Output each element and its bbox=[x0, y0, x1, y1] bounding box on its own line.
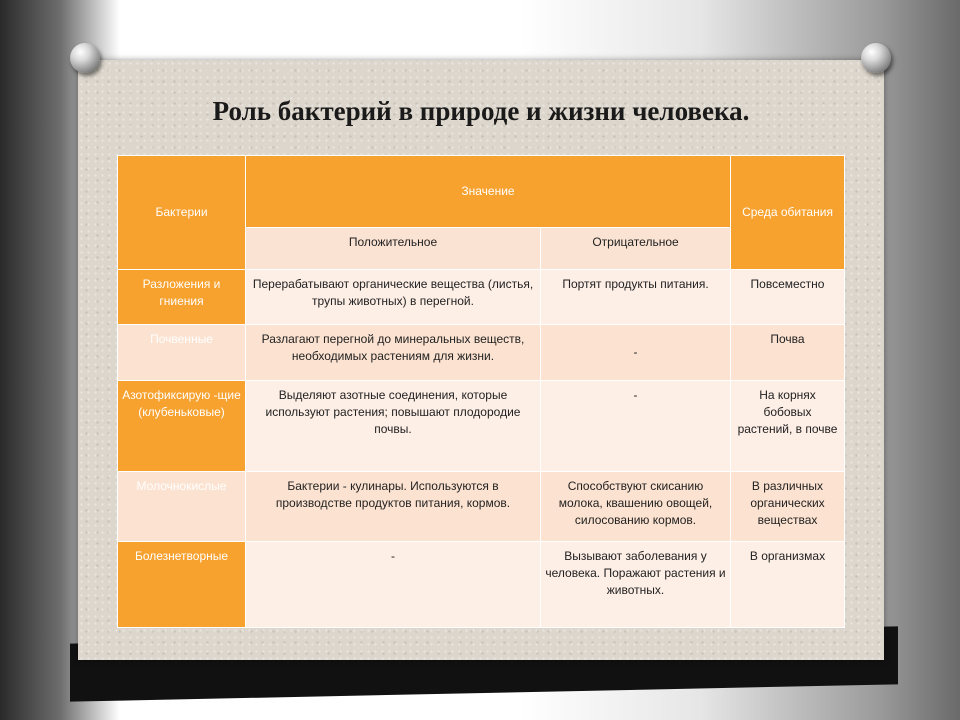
row-negative: - bbox=[541, 381, 731, 472]
table-row bbox=[118, 270, 845, 325]
row-habitat: В организмах bbox=[731, 542, 845, 628]
header-positive: Положительное bbox=[246, 228, 541, 270]
row-negative: Портят продукты питания. bbox=[541, 270, 731, 325]
row-negative: Способствуют скисанию молока, квашению овощей, силосованию кормов. bbox=[541, 472, 731, 542]
row-habitat: Почва bbox=[731, 325, 845, 381]
table-row bbox=[118, 472, 845, 542]
row-positive: Разлагают перегной до минеральных веществ, необходимых растениям для жизни. bbox=[246, 325, 541, 381]
row-negative: Вызывают заболевания у человека. Поражают растения и животных. bbox=[541, 542, 731, 628]
row-habitat: Повсеместно bbox=[731, 270, 845, 325]
header-meaning: Значение bbox=[246, 156, 731, 228]
row-positive: - bbox=[246, 542, 541, 628]
pushpin-icon bbox=[70, 43, 100, 73]
page-title: Роль бактерий в природе и жизни человека. bbox=[212, 96, 750, 126]
row-habitat: На корнях бобовых растений, в почве bbox=[731, 381, 845, 472]
row-name: Разложения и гниения bbox=[118, 270, 246, 325]
row-positive: Перерабатывают органические вещества (листья, трупы животных) в перегной. bbox=[246, 270, 541, 325]
pushpin-icon bbox=[861, 43, 891, 73]
header-habitat: Среда обитания bbox=[731, 156, 845, 270]
row-positive: Выделяют азотные соединения, которые используют растения; повышают плодородие почвы. bbox=[246, 381, 541, 472]
table-row bbox=[118, 381, 845, 472]
row-name: Болезнетворные bbox=[118, 542, 246, 628]
header-negative: Отрицательное bbox=[541, 228, 731, 270]
row-name: Молочнокислые bbox=[118, 472, 246, 542]
table-row bbox=[118, 542, 845, 628]
row-habitat: В различных органических веществах bbox=[731, 472, 845, 542]
header-row bbox=[118, 156, 845, 228]
header-bacteria: Бактерии bbox=[118, 156, 246, 270]
row-name: Почвенные bbox=[118, 325, 246, 381]
row-name: Азотофиксирую -щие (клубеньковые) bbox=[118, 381, 246, 472]
row-negative: - bbox=[541, 325, 731, 381]
table-row bbox=[118, 325, 845, 381]
row-positive: Бактерии - кулинары. Используются в производстве продуктов питания, кормов. bbox=[246, 472, 541, 542]
bacteria-table bbox=[117, 155, 845, 628]
